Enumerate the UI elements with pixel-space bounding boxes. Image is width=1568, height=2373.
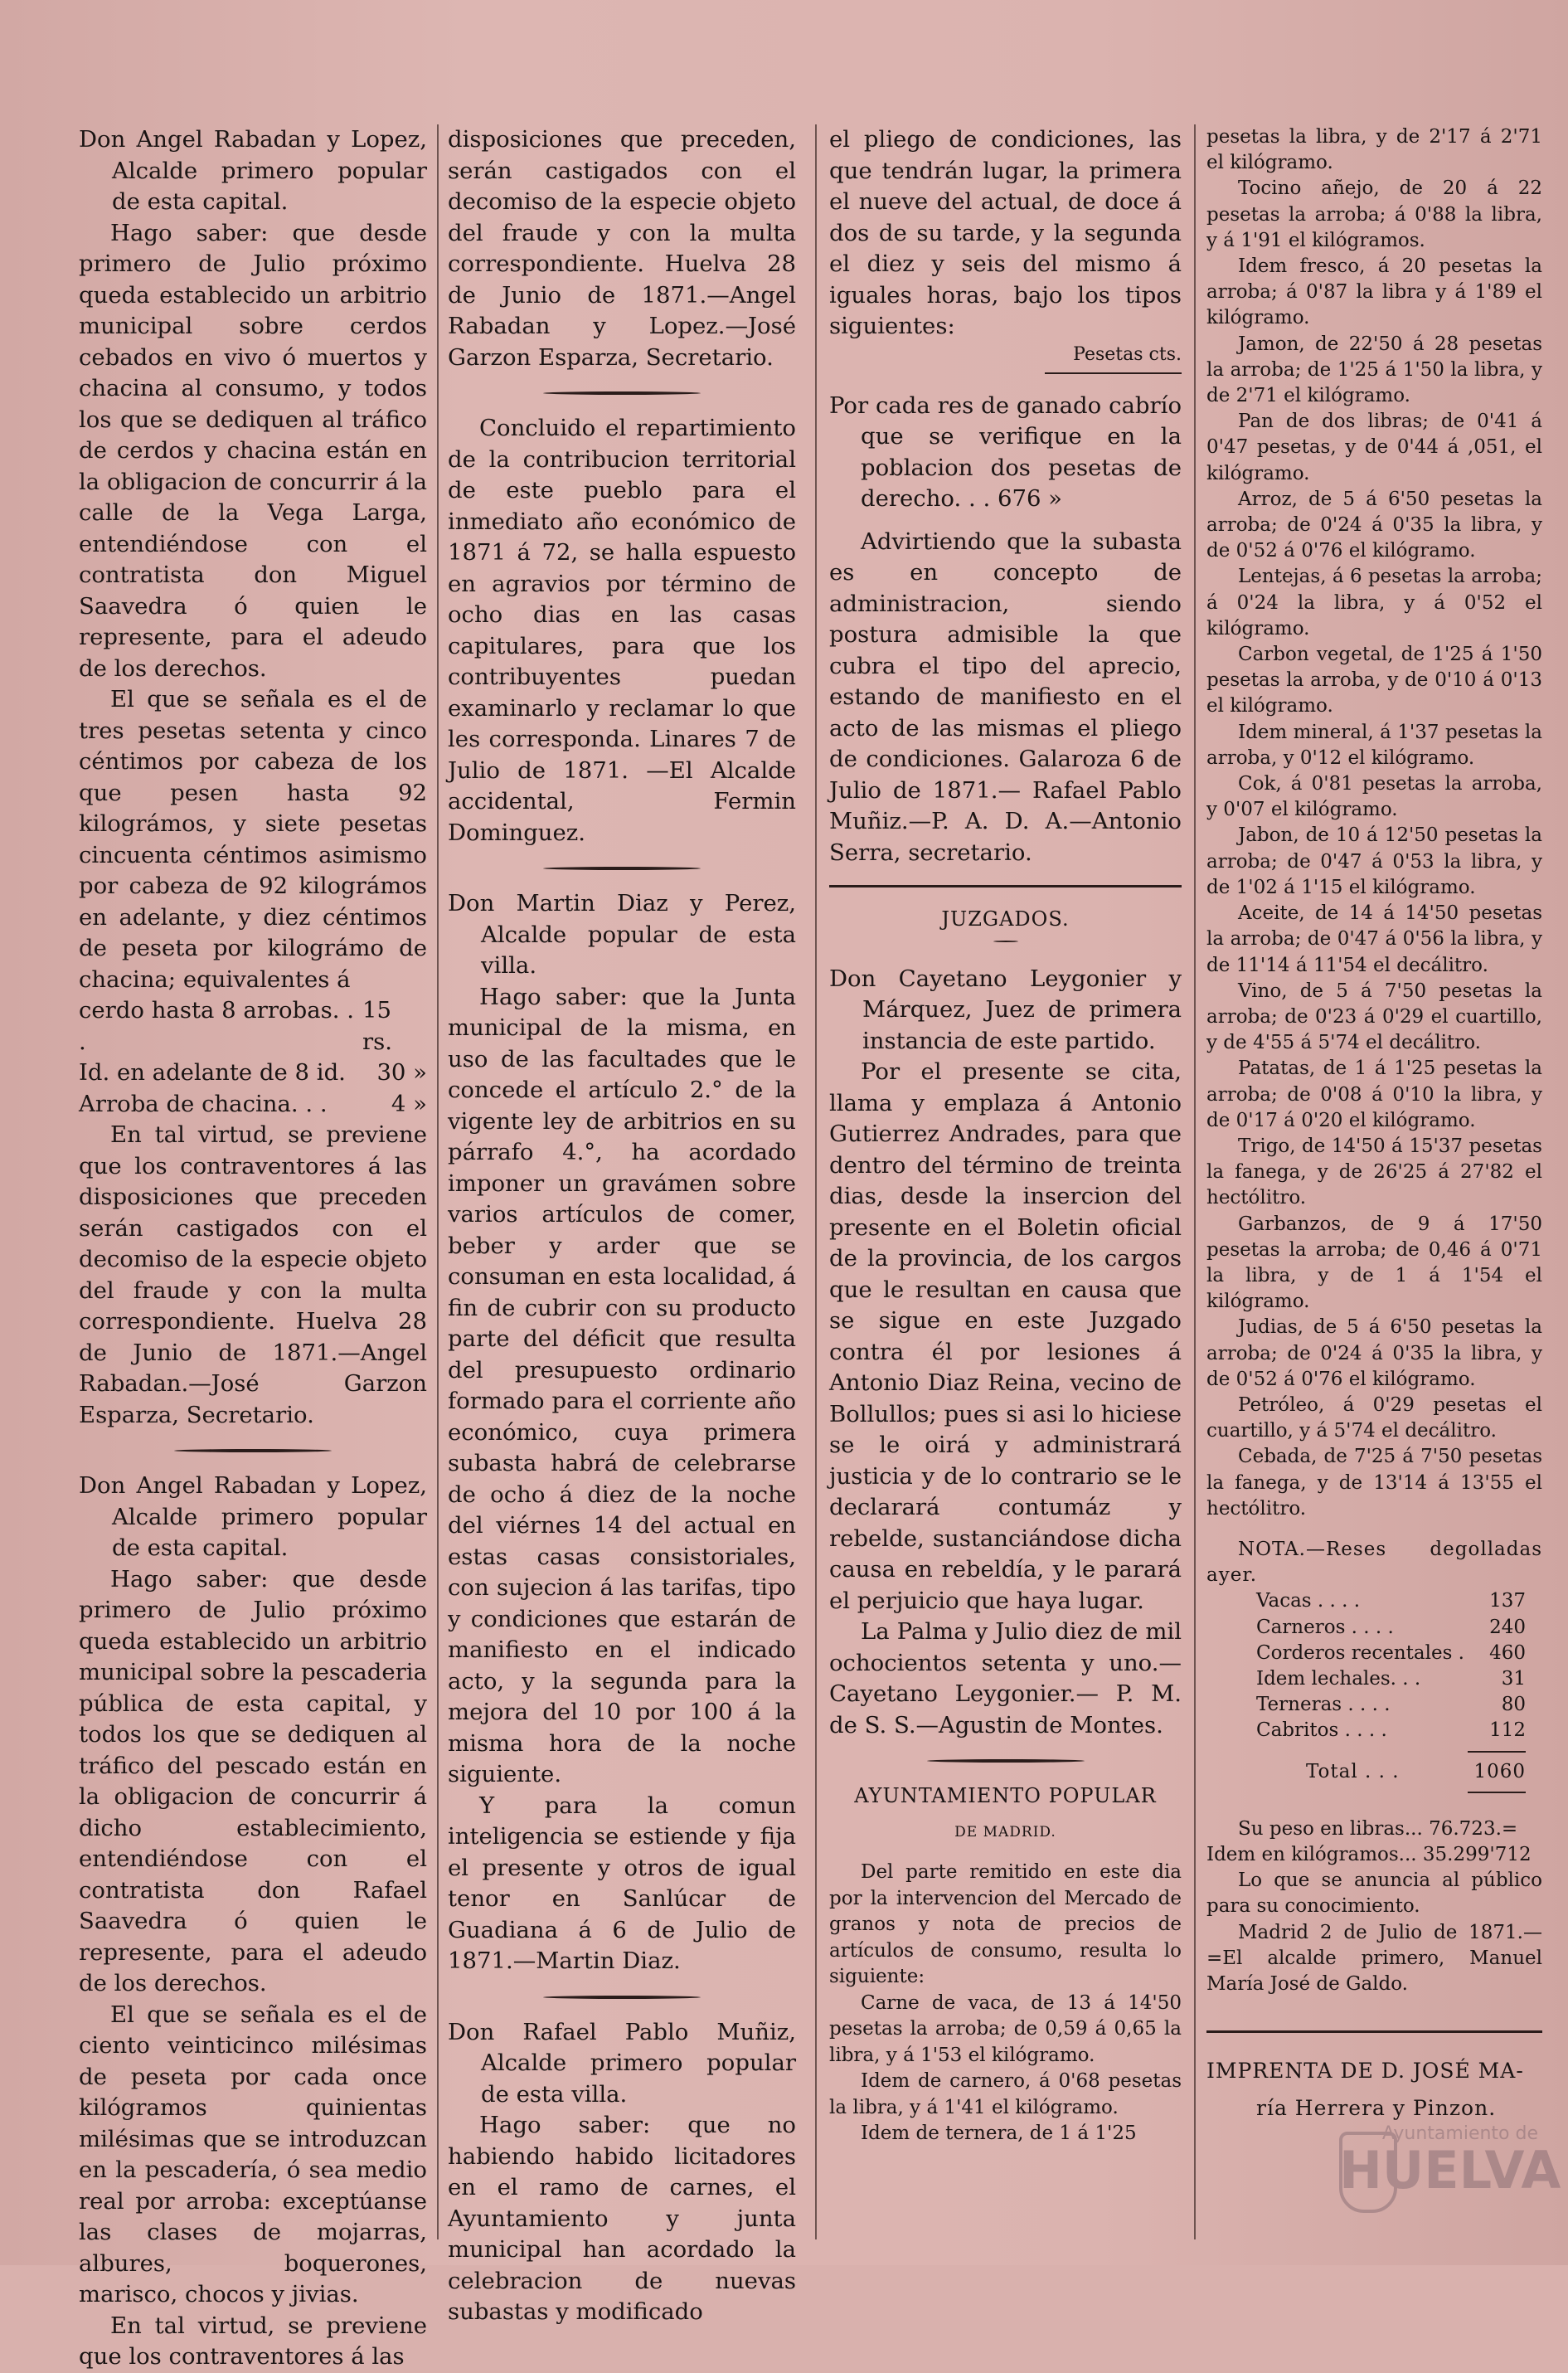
- column-rule: [437, 124, 439, 2239]
- price-line: Tocino añejo, de 20 á 22 pesetas la arroba; á 0'88 la libra, y á 1'91 el kilógramos.: [1206, 177, 1542, 251]
- column-1: [79, 124, 427, 2373]
- separator: [174, 1449, 332, 1452]
- paragraph: Advirtiendo que la subasta es en concepto de administracion, siendo postura admisible la que cubra el tipo del aprecio, estando de manifiesto en el acto de las mismas el pliego de condiciones. Galaroza 6 de Julio de 1871.— Rafael Pablo Muñiz.—P. A. D. A.—Antonio Serra, secretario.: [829, 528, 1182, 866]
- price-line: Cok, á 0'81 pesetas la arroba, y 0'07 el kilógramo.: [1206, 773, 1542, 821]
- paragraph: Concluido el repartimiento de la contribucion territorial de este pueblo para el inmediato año económico de 1871 á 72, se halla espuesto en agravios por término de ocho dias en las casas capitulares, para que los contribuyentes puedan examinarlo y reclamar lo que les corresponda. Linares 7 de Julio de 1871. —El Alcalde accidental, Fermin Dominguez.: [448, 415, 796, 846]
- price-line: Idem fresco, á 20 pesetas la arroba; á 0'87 la libra y á 1'89 el kilógramo.: [1206, 255, 1542, 329]
- weight-line: Su peso en libras... 76.723.=: [1238, 1817, 1518, 1840]
- nota-row: Idem lechales. . . 31: [1256, 1667, 1526, 1690]
- paragraph: Lo que se anuncia al público para su conocimiento.: [1206, 1870, 1542, 1918]
- separator: [543, 867, 701, 870]
- notice-heading: Don Rafael Pablo Muñiz, Alcalde primero popular de esta villa.: [448, 2018, 796, 2108]
- shield-icon: [1339, 2132, 1397, 2213]
- price-line: Jamon, de 22'50 á 28 pesetas la arroba; de 1'25 á 1'50 la libra, y de 2'71 el kilógramo.: [1206, 333, 1542, 407]
- imprint-line-2: ría Herrera y Pinzon.: [1256, 2096, 1497, 2121]
- sum-rule: [1468, 1751, 1526, 1753]
- rate-row: cerdo hasta 8 arrobas. . . 15 rs.: [79, 997, 392, 1055]
- separator: [993, 941, 1018, 942]
- rate-row: Arroba de chacina. . . 4 »: [79, 1090, 427, 1117]
- price-item: Por cada res de ganado cabrío que se verifique en la poblacion dos pesetas de derecho. . . 676 »: [829, 391, 1182, 512]
- paragraph: disposiciones que preceden, serán castigados con el decomiso de la especie objeto del fraude y con la multa correspondiente. Huelva 28 de Junio de 1871.—Angel Rabadan y Lopez.—José Garzon Esparza, Secretario.: [448, 126, 796, 371]
- price-line: Trigo, de 14'50 á 15'37 pesetas la fanega, y de 26'25 á 27'82 el hectólitro.: [1206, 1135, 1542, 1209]
- rate-row: Id. en adelante de 8 id. 30 »: [79, 1059, 427, 1086]
- price-line: Arroz, de 5 á 6'50 pesetas la arroba; de 0'24 á 0'35 la libra, y de 0'52 á 0'76 el kilógramo.: [1206, 488, 1542, 562]
- paragraph: Hago saber: que la Junta municipal de la misma, en uso de las facultades que le concede el artículo 2.° de la vigente ley de arbitrios en su párrafo 4.°, ha acordado imponer un gravámen sobre varios artículos de comer, beber y arder que se consuman en esta localidad, á fin de cubrir con su producto parte del déficit que resulta del presupuesto ordinario formado para el corriente año económico, cuya primera subasta habrá de celebrarse de ocho á diez de la noche del viérnes 14 del actual en estas casas consistoriales, con sujecion á las tarifas, tipo y condiciones que estarán de manifiesto en el indicado acto, y la segunda para la mejora del 10 por 100 á la misma hora de la noche siguiente.: [448, 983, 796, 1787]
- price-line: Aceite, de 14 á 14'50 pesetas la arroba; de 0'47 á 0'56 la libra, y de 11'14 á 11'54 el decálitro.: [1206, 902, 1542, 976]
- paragraph: La Palma y Julio diez de mil ochocientos setenta y uno.—Cayetano Leygonier.— P. M. de S. S.—Agustin de Montes.: [829, 1618, 1182, 1738]
- separator: [1045, 372, 1182, 374]
- section-title: AYUNTAMIENTO POPULAR: [854, 1784, 1157, 1807]
- paragraph: Hago saber: que desde primero de Julio próximo queda establecido un arbitrio municipal sobre cerdos cebados en vivo ó muertos y chacina al consumo, y todos los que se dediquen al tráfico de cerdos y chacina están en la obligacion de concurrir á la calle de la Vega Larga, entendiéndose con el contratista don Miguel Saavedra ó quien le represente, para el adeudo de los derechos.: [79, 219, 427, 682]
- signature: Madrid 2 de Julio de 1871.— =El alcalde primero, Manuel María José de Galdo.: [1206, 1921, 1542, 1996]
- price-line: Vino, de 5 á 7'50 pesetas la arroba; de 0'23 á 0'29 el cuartillo, y de 4'55 á 5'74 el decálitro.: [1206, 980, 1542, 1054]
- paragraph: En tal virtud, se previene que los contraventores á las disposiciones que preceden serán castigados con el decomiso de la especie objeto del fraude y con la multa correspondiente. Huelva 28 de Junio de 1871.—Angel Rabadan.—José Garzon Esparza, Secretario.: [79, 1121, 427, 1428]
- archive-watermark: Ayuntamiento de HUELVA: [1339, 2123, 1538, 2239]
- nota-row: Carneros . . . . 240: [1256, 1616, 1526, 1638]
- price-line: Lentejas, á 6 pesetas la arroba; á 0'24 la libra, y á 0'52 el kilógramo.: [1206, 566, 1542, 639]
- paragraph: Idem de ternera, de 1 á 1'25: [861, 2123, 1137, 2144]
- column-rule: [815, 124, 817, 2239]
- separator: [543, 1996, 701, 1999]
- nota-row: Terneras . . . . 80: [1256, 1694, 1526, 1716]
- price-line: Pan de dos libras; de 0'41 á 0'47 pesetas, y de 0'44 á ,051, el kilógramo.: [1206, 411, 1542, 484]
- price-line: Carbon vegetal, de 1'25 á 1'50 pesetas la arroba, y de 0'10 á 0'13 el kilógramo.: [1206, 644, 1542, 717]
- imprint-line-1: IMPRENTA DE D. JOSÉ MA-: [1206, 2059, 1524, 2084]
- paragraph: Y para la comun inteligencia se estiende y fija el presente y otros de igual tenor en Sanlúcar de Guadiana á 6 de Julio de 1871.—Martin Diaz.: [448, 1792, 796, 1974]
- paragraph: Carne de vaca, de 13 á 14'50 pesetas la arroba; de 0,59 á 0,65 la libra, y á 1'53 el kilógramo.: [829, 1991, 1182, 2066]
- notice-heading: Don Cayetano Leygonier y Márquez, Juez de primera instancia de este partido.: [829, 965, 1182, 1054]
- column-4: [1206, 124, 1542, 2122]
- weight-line: Idem en kilógramos... 35.299'712: [1206, 1844, 1532, 1865]
- paragraph: Por el presente se cita, llama y emplaza á Antonio Gutierrez Andrades, para que dentro del término de treinta dias, desde la insercion del presente en el Boletin oficial de la provincia, de los cargos que le resultan en causa que se sigue en este Juzgado contra él por lesiones á Antonio Diaz Reina, vecino de Bollullos; pues si asi lo hiciese se le oirá y administrará justicia y de lo contrario se le declarará contumáz y rebelde, sustanciándose dicha causa en rebeldía, y le parará el perjuicio que haya lugar.: [829, 1058, 1182, 1614]
- paragraph: Idem de carnero, á 0'68 pesetas la libra, y á 1'41 el kilógramo.: [829, 2070, 1182, 2118]
- notice-heading: Don Martin Diaz y Perez, Alcalde popular de esta villa.: [448, 890, 796, 979]
- nota-row: Vacas . . . . 137: [1256, 1590, 1526, 1612]
- column-rule: [1194, 124, 1196, 2239]
- separator: [927, 1759, 1085, 1763]
- price-line: Garbanzos, de 9 á 17'50 pesetas la arroba; de 0,46 á 0'71 la libra, y de 1 á 1'54 el kilógramo.: [1206, 1213, 1542, 1313]
- price-line: Patatas, de 1 á 1'25 pesetas la arroba; de 0'08 á 0'10 la libra, y de 0'17 á 0'20 el kilógramo.: [1206, 1058, 1542, 1131]
- notice-heading: Don Angel Rabadan y Lopez, Alcalde primero popular de esta capital.: [79, 1472, 427, 1561]
- paragraph: Hago saber: que desde primero de Julio próximo queda establecido un arbitrio municipal sobre la pescaderia pública de esta capital, y todos los que se dediquen al tráfico del pescado están en la obligacion de concurrir á dicho establecimiento, entendiéndose con el contratista don Rafael Saavedra ó quien le represente, para el adeudo de los derechos.: [79, 1565, 427, 1996]
- price-line: Cebada, de 7'25 á 7'50 pesetas la fanega, y de 13'14 á 13'55 el hectólitro.: [1206, 1446, 1542, 1520]
- paragraph: Del parte remitido en este dia por la intervencion del Mercado de granos y nota de precios de artículos de consumo, resulta lo siguiente:: [829, 1861, 1182, 1987]
- paragraph: el pliego de condiciones, las que tendrán lugar, la primera el nueve del actual, de doce á dos de su tarde, y la segunda el diez y seis del mismo á iguales horas, bajo los tipos siguientes:: [829, 126, 1182, 339]
- price-column-header: Pesetas cts.: [1073, 343, 1182, 365]
- paragraph: Hago saber: que no habiendo habido licitadores en el ramo de carnes, el Ayuntamiento y junta municipal han acordado la celebracion de nuevas subastas y modificado: [448, 2112, 796, 2325]
- price-line: Jabon, de 10 á 12'50 pesetas la arroba; de 0'47 á 0'53 la libra, y de 1'02 á 1'15 el kilógramo.: [1206, 824, 1542, 898]
- notice-heading: Don Angel Rabadan y Lopez, Alcalde primero popular de esta capital.: [79, 126, 427, 215]
- separator: [829, 885, 1182, 887]
- separator: [1206, 2030, 1542, 2033]
- nota-row: Cabritos . . . . 112: [1256, 1719, 1526, 1742]
- price-line: Judias, de 5 á 6'50 pesetas la arroba; de 0'24 á 0'35 la libra, y de 0'52 á 0'76 el kilógramo.: [1206, 1316, 1542, 1390]
- nota-row: Corderos recentales . 460: [1256, 1641, 1526, 1664]
- price-line: Idem mineral, á 1'37 pesetas la arroba, y 0'12 el kilógramo.: [1206, 721, 1542, 769]
- paragraph: El que se señala es el de ciento veinticinco milésimas de peseta por cada once kilógramos quinientas milésimas que se introduzcan en la pescadería, ó sea medio real por arroba: exceptúanse las clases de mojarras, albures, boquerones, marisco, chocos y jivias.: [79, 2001, 427, 2307]
- column-2: [448, 124, 796, 2328]
- paragraph: En tal virtud, se previene que los contraventores á las: [79, 2312, 427, 2370]
- sum-rule: [1468, 1792, 1526, 1793]
- section-title: JUZGADOS.: [941, 907, 1070, 931]
- price-line: Petróleo, á 0'29 pesetas el cuartillo, y á 5'74 el decálitro.: [1206, 1393, 1542, 1442]
- price-line: pesetas la libra, y de 2'17 á 2'71 el kilógramo.: [1206, 126, 1542, 174]
- nota-heading: NOTA.—Reses degolladas ayer.: [1206, 1538, 1542, 1587]
- nota-total: Total . . . 1060: [1306, 1760, 1526, 1782]
- section-subtitle: DE MADRID.: [954, 1823, 1056, 1841]
- paragraph: El que se señala es el de tres pesetas setenta y cinco céntimos por cabeza de los que pesen hasta 92 kilográmos, y siete pesetas cincuenta céntimos asimismo por cabeza de 92 kilográmos en adelante, y diez céntimos de peseta por kilográmo de chacina; equivalentes á: [79, 686, 427, 993]
- separator: [543, 391, 701, 395]
- column-3: [829, 124, 1182, 2147]
